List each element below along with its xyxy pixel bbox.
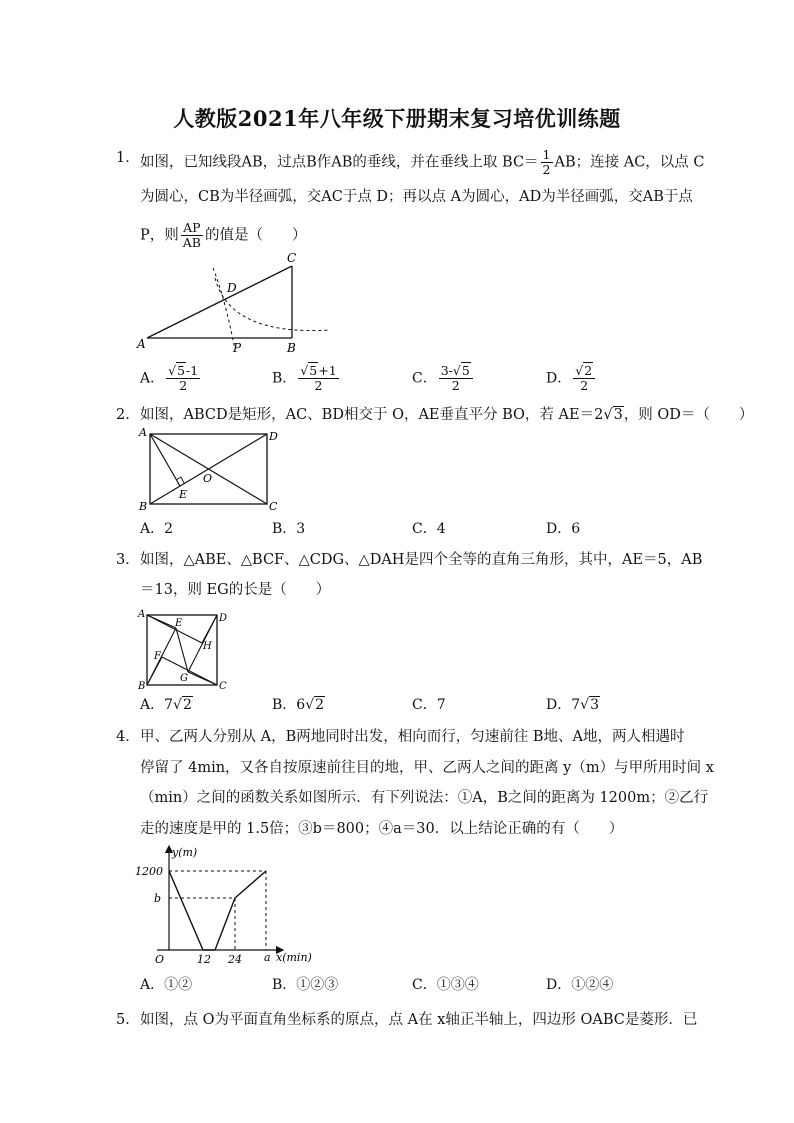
q1-ratio-fraction: $\frac{AP}{AB}$ (182, 220, 201, 250)
q1-label-c: C (287, 251, 297, 265)
q3-option-c[interactable]: C．7 (412, 697, 446, 713)
q4-number: 4． (116, 729, 140, 745)
q3-option-b[interactable]: B．6√2 (272, 697, 325, 713)
q4-line-3: （min）之间的函数关系如图所示．有下列说法：①A，B之间的距离为 1200m；②乙行 (140, 790, 709, 806)
q1-segment-ac (147, 266, 292, 338)
q1-options (140, 363, 680, 393)
q3-label-g: G (180, 673, 188, 684)
q4-y-axis-label: y(m) (172, 846, 198, 859)
q1-option-a[interactable]: A． $\frac{√5-1}{2}$ (140, 363, 199, 393)
q2-figure (135, 426, 285, 514)
q1-label-d: D (227, 281, 237, 295)
q4-x-tick-24: 24 (228, 953, 242, 966)
q4-options (140, 973, 680, 997)
q1-figure (135, 248, 340, 356)
q1-option-b[interactable]: B． $\frac{√5+1}{2}$ (272, 363, 337, 393)
q3-label-e: E (175, 618, 183, 629)
q5-line-1: 如图，点 O为平面直角坐标系的原点，点 A在 x轴正半轴上，四边形 OABC是菱形．已 (140, 1012, 698, 1028)
q2-label-a: A (139, 426, 147, 439)
q4-line-2: 停留了 4min，又各自按原速前往目的地，甲、乙两人之间的距离 y（m）与甲所用时间 x (140, 760, 714, 776)
q3-label-d: D (219, 613, 228, 624)
q2-option-b[interactable]: B．3 (272, 521, 306, 537)
q4-line-1: 甲、乙两人分别从 A，B两地同时出发，相向而行，匀速前往 B地、A地，两人相遇时 (140, 729, 685, 745)
q2-line-1: 如图，ABCD是矩形，AC、BD相交于 O，AE垂直平分 BO，若 AE＝2√3，则 OD＝（ ） (140, 407, 754, 423)
q4-origin-label: O (155, 953, 165, 966)
q1-line-3: P，则 $\frac{AP}{AB}$ 的值是（ ） (140, 220, 307, 250)
q1-label-a: A (137, 337, 146, 351)
q4-option-a[interactable]: A．①② (140, 977, 193, 993)
q4-y-tick-1200: 1200 (135, 865, 163, 878)
q1-option-d[interactable]: D． $\frac{√2}{2}$ (546, 364, 597, 393)
q3-option-d[interactable]: D．7√3 (546, 697, 599, 713)
q3-label-c: C (219, 681, 227, 690)
q4-line-4: 走的速度是甲的 1.5倍；③b＝800；④a＝30．以上结论正确的有（ ） (140, 821, 624, 837)
q2-options (140, 517, 680, 541)
q2-label-o: O (203, 472, 213, 485)
q4-x-tick-12: 12 (197, 953, 211, 966)
q2-number: 2. (116, 407, 130, 423)
q1-half-fraction: $\frac{1}{2}$ (542, 147, 551, 177)
q3-label-f: F (154, 651, 161, 662)
q4-x-axis-label: x(min) (276, 951, 312, 964)
q3-number: 3． (116, 552, 140, 568)
q2-label-e: E (179, 488, 188, 501)
q1-label-p: P (233, 341, 242, 355)
q1-option-c[interactable]: C． $\frac{3-√5}{2}$ (412, 364, 475, 393)
q2-option-d[interactable]: D．6 (546, 521, 581, 537)
q4-option-d[interactable]: D．①②④ (546, 977, 614, 993)
q4-distance-polyline (169, 871, 266, 950)
q3-options (140, 693, 680, 717)
q1-line-2: 为圆心，CB为半径画弧，交AC于点 D；再以点 A为圆心，AD为半径画弧，交AB于点 (140, 189, 693, 205)
page-title: 人教版2021年八年级下册期末复习培优训练题 (173, 106, 621, 131)
q2-label-d: D (269, 430, 278, 443)
q5-number: 5． (116, 1012, 140, 1028)
q3-label-h: H (203, 641, 212, 652)
q3-figure (135, 605, 230, 690)
q2-option-a[interactable]: A．2 (140, 521, 174, 537)
q4-x-tick-a: a (264, 951, 271, 964)
q3-line-2: ＝13，则 EG的长是（ ） (140, 582, 331, 598)
q1-label-b: B (287, 341, 296, 355)
q2-option-c[interactable]: C．4 (412, 521, 446, 537)
q3-line-1: 如图，△ABE、△BCF、△CDG、△DAH是四个全等的直角三角形，其中，AE＝5，AB (140, 552, 703, 568)
q3-label-a: A (138, 609, 146, 620)
q2-segment-ae (150, 434, 180, 486)
q4-y-tick-b: b (154, 892, 162, 905)
q3-label-b: B (138, 681, 146, 690)
q4-option-c[interactable]: C．①③④ (412, 977, 479, 993)
q4-graph (135, 842, 345, 970)
q2-label-c: C (269, 500, 278, 513)
q3-option-a[interactable]: A．7√2 (140, 697, 192, 713)
q1-line-1: 如图，已知线段AB，过点B作AB的垂线，并在垂线上取 BC＝ $\frac{1}{2}$ AB；连接 AC，以点 C (140, 147, 705, 177)
q4-option-b[interactable]: B．①②③ (272, 977, 339, 993)
q2-label-b: B (139, 500, 148, 513)
q1-number: 1． (116, 150, 140, 166)
